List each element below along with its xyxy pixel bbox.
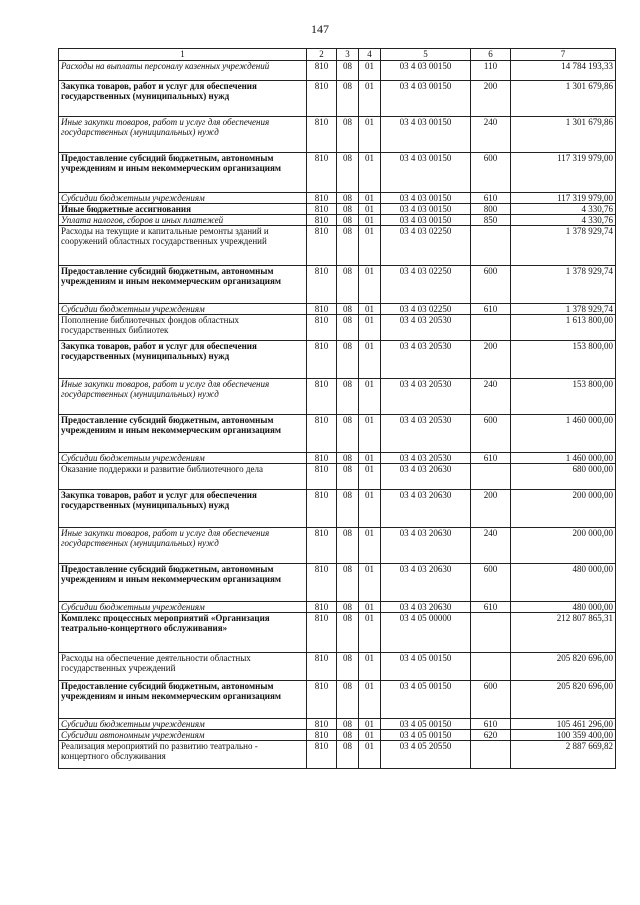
row-target-code-cell: 03 4 03 20630: [381, 564, 471, 602]
row-gov-code-cell: 810: [307, 215, 337, 226]
row-subsection-cell: 01: [359, 741, 381, 769]
row-name-cell: Комплекс процессных мероприятий «Организация театрально-концертного обслуживания»: [59, 613, 307, 653]
row-name-cell: Субсидии автономным учреждениям: [59, 730, 307, 741]
table-row: [59, 528, 616, 564]
row-amount-cell: 117 319 979,00: [511, 193, 616, 204]
row-section-cell: 08: [337, 215, 359, 226]
row-target-code-cell: 03 4 03 20630: [381, 528, 471, 564]
header-col-3: 3: [337, 49, 359, 61]
row-subsection-cell: 01: [359, 453, 381, 464]
row-expense-type-cell: 200: [471, 341, 511, 379]
row-subsection-cell: 01: [359, 117, 381, 153]
row-amount-cell: 105 461 296,00: [511, 719, 616, 730]
row-expense-type-cell: 110: [471, 61, 511, 81]
row-target-code-cell: 03 4 03 00150: [381, 153, 471, 193]
header-col-4: 4: [359, 49, 381, 61]
row-target-code-cell: 03 4 03 20530: [381, 379, 471, 415]
row-expense-type-cell: [471, 464, 511, 490]
row-target-code-cell: 03 4 03 00150: [381, 193, 471, 204]
row-section-cell: 08: [337, 464, 359, 490]
row-target-code-cell: 03 4 03 02250: [381, 226, 471, 266]
table-row: [59, 379, 616, 415]
row-gov-code-cell: 810: [307, 304, 337, 315]
row-subsection-cell: 01: [359, 602, 381, 613]
row-amount-cell: 1 301 679,86: [511, 117, 616, 153]
row-gov-code-cell: 810: [307, 564, 337, 602]
row-name-cell: Субсидии бюджетным учреждениям: [59, 193, 307, 204]
row-gov-code-cell: 810: [307, 415, 337, 453]
row-gov-code-cell: 810: [307, 117, 337, 153]
row-target-code-cell: 03 4 03 00150: [381, 61, 471, 81]
table-row: [59, 81, 616, 117]
row-name-cell: Иные бюджетные ассигнования: [59, 204, 307, 215]
row-amount-cell: 200 000,00: [511, 528, 616, 564]
row-gov-code-cell: 810: [307, 315, 337, 341]
row-name-cell: Уплата налогов, сборов и иных платежей: [59, 215, 307, 226]
row-amount-cell: 1 378 929,74: [511, 226, 616, 266]
row-subsection-cell: 01: [359, 490, 381, 528]
table-row: [59, 226, 616, 266]
row-section-cell: 08: [337, 193, 359, 204]
row-target-code-cell: 03 4 05 00150: [381, 681, 471, 719]
row-gov-code-cell: 810: [307, 653, 337, 681]
row-amount-cell: 480 000,00: [511, 564, 616, 602]
row-name-cell: Предоставление субсидий бюджетным, автономным учреждениям и иным некоммерческим организациям: [59, 681, 307, 719]
row-amount-cell: 117 319 979,00: [511, 153, 616, 193]
row-section-cell: 08: [337, 730, 359, 741]
row-expense-type-cell: [471, 741, 511, 769]
page-number: 147: [311, 22, 329, 36]
row-gov-code-cell: 810: [307, 453, 337, 464]
row-expense-type-cell: 600: [471, 266, 511, 304]
row-subsection-cell: 01: [359, 613, 381, 653]
row-target-code-cell: 03 4 03 00150: [381, 215, 471, 226]
row-name-cell: Субсидии бюджетным учреждениям: [59, 719, 307, 730]
budget-table: [58, 48, 616, 769]
row-subsection-cell: 01: [359, 81, 381, 117]
row-target-code-cell: 03 4 03 00150: [381, 117, 471, 153]
row-section-cell: 08: [337, 81, 359, 117]
row-name-cell: Закупка товаров, работ и услуг для обеспечения государственных (муниципальных) нужд: [59, 341, 307, 379]
row-target-code-cell: 03 4 03 20630: [381, 464, 471, 490]
table-row: [59, 266, 616, 304]
row-amount-cell: 205 820 696,00: [511, 653, 616, 681]
row-subsection-cell: 01: [359, 730, 381, 741]
row-name-cell: Расходы на выплаты персоналу казенных учреждений: [59, 61, 307, 81]
row-gov-code-cell: 810: [307, 681, 337, 719]
row-amount-cell: 4 330,76: [511, 215, 616, 226]
row-amount-cell: 153 800,00: [511, 379, 616, 415]
table-row: [59, 315, 616, 341]
row-gov-code-cell: 810: [307, 226, 337, 266]
row-gov-code-cell: 810: [307, 81, 337, 117]
row-gov-code-cell: 810: [307, 741, 337, 769]
row-subsection-cell: 01: [359, 464, 381, 490]
row-target-code-cell: 03 4 05 00150: [381, 730, 471, 741]
row-amount-cell: 4 330,76: [511, 204, 616, 215]
row-section-cell: 08: [337, 602, 359, 613]
row-gov-code-cell: 810: [307, 379, 337, 415]
table-row: [59, 204, 616, 215]
row-name-cell: Расходы на текущие и капитальные ремонты зданий и сооружений областных государственных учреждений: [59, 226, 307, 266]
row-name-cell: Субсидии бюджетным учреждениям: [59, 453, 307, 464]
row-section-cell: 08: [337, 153, 359, 193]
row-section-cell: 08: [337, 117, 359, 153]
row-expense-type-cell: [471, 613, 511, 653]
row-name-cell: Предоставление субсидий бюджетным, автономным учреждениям и иным некоммерческим организациям: [59, 415, 307, 453]
row-amount-cell: 1 301 679,86: [511, 81, 616, 117]
row-subsection-cell: 01: [359, 415, 381, 453]
row-name-cell: Реализация мероприятий по развитию театрально - концертного обслуживания: [59, 741, 307, 769]
row-name-cell: Расходы на обеспечение деятельности областных государственных учреждений: [59, 653, 307, 681]
row-gov-code-cell: 810: [307, 266, 337, 304]
row-expense-type-cell: 240: [471, 528, 511, 564]
row-subsection-cell: 01: [359, 653, 381, 681]
row-name-cell: Субсидии бюджетным учреждениям: [59, 304, 307, 315]
row-expense-type-cell: [471, 226, 511, 266]
row-target-code-cell: 03 4 05 00000: [381, 613, 471, 653]
row-section-cell: 08: [337, 741, 359, 769]
row-expense-type-cell: 800: [471, 204, 511, 215]
row-target-code-cell: 03 4 05 00150: [381, 653, 471, 681]
row-amount-cell: 153 800,00: [511, 341, 616, 379]
table-row: [59, 61, 616, 81]
table-body: [59, 61, 616, 769]
row-name-cell: Предоставление субсидий бюджетным, автономным учреждениям и иным некоммерческим организациям: [59, 153, 307, 193]
row-gov-code-cell: 810: [307, 153, 337, 193]
row-section-cell: 08: [337, 315, 359, 341]
row-target-code-cell: 03 4 03 20630: [381, 602, 471, 613]
header-col-2: 2: [307, 49, 337, 61]
row-gov-code-cell: 810: [307, 204, 337, 215]
row-section-cell: 08: [337, 226, 359, 266]
table-row: [59, 681, 616, 719]
row-expense-type-cell: 850: [471, 215, 511, 226]
row-section-cell: 08: [337, 266, 359, 304]
row-section-cell: 08: [337, 490, 359, 528]
row-section-cell: 08: [337, 613, 359, 653]
row-section-cell: 08: [337, 204, 359, 215]
header-col-5: 5: [381, 49, 471, 61]
row-section-cell: 08: [337, 528, 359, 564]
row-section-cell: 08: [337, 681, 359, 719]
header-col-6: 6: [471, 49, 511, 61]
table-row: [59, 730, 616, 741]
table-row: [59, 453, 616, 464]
row-amount-cell: 1 460 000,00: [511, 415, 616, 453]
row-section-cell: 08: [337, 304, 359, 315]
row-subsection-cell: 01: [359, 528, 381, 564]
row-expense-type-cell: [471, 653, 511, 681]
row-expense-type-cell: 240: [471, 117, 511, 153]
row-expense-type-cell: 600: [471, 681, 511, 719]
row-subsection-cell: 01: [359, 153, 381, 193]
row-expense-type-cell: 620: [471, 730, 511, 741]
row-subsection-cell: 01: [359, 215, 381, 226]
row-subsection-cell: 01: [359, 193, 381, 204]
row-name-cell: Иные закупки товаров, работ и услуг для обеспечения государственных (муниципальных) нужд: [59, 379, 307, 415]
row-expense-type-cell: 240: [471, 379, 511, 415]
row-section-cell: 08: [337, 341, 359, 379]
row-expense-type-cell: 600: [471, 415, 511, 453]
row-expense-type-cell: 610: [471, 453, 511, 464]
row-expense-type-cell: 610: [471, 304, 511, 315]
row-name-cell: Иные закупки товаров, работ и услуг для обеспечения государственных (муниципальных) нужд: [59, 528, 307, 564]
table-row: [59, 215, 616, 226]
table-row: [59, 464, 616, 490]
row-amount-cell: 680 000,00: [511, 464, 616, 490]
row-target-code-cell: 03 4 03 02250: [381, 304, 471, 315]
row-amount-cell: 100 359 400,00: [511, 730, 616, 741]
row-target-code-cell: 03 4 03 20630: [381, 490, 471, 528]
row-amount-cell: 14 784 193,33: [511, 61, 616, 81]
row-subsection-cell: 01: [359, 341, 381, 379]
row-subsection-cell: 01: [359, 719, 381, 730]
row-amount-cell: 1 613 800,00: [511, 315, 616, 341]
row-gov-code-cell: 810: [307, 490, 337, 528]
row-amount-cell: 212 807 865,31: [511, 613, 616, 653]
row-gov-code-cell: 810: [307, 61, 337, 81]
row-name-cell: Иные закупки товаров, работ и услуг для обеспечения государственных (муниципальных) нужд: [59, 117, 307, 153]
row-amount-cell: 1 378 929,74: [511, 304, 616, 315]
row-subsection-cell: 01: [359, 315, 381, 341]
row-expense-type-cell: [471, 315, 511, 341]
row-expense-type-cell: 200: [471, 490, 511, 528]
row-subsection-cell: 01: [359, 379, 381, 415]
row-gov-code-cell: 810: [307, 719, 337, 730]
table-row: [59, 564, 616, 602]
table-row: [59, 490, 616, 528]
row-name-cell: Закупка товаров, работ и услуг для обеспечения государственных (муниципальных) нужд: [59, 81, 307, 117]
row-gov-code-cell: 810: [307, 341, 337, 379]
table-row: [59, 653, 616, 681]
row-target-code-cell: 03 4 05 00150: [381, 719, 471, 730]
row-section-cell: 08: [337, 453, 359, 464]
row-amount-cell: 480 000,00: [511, 602, 616, 613]
row-name-cell: Оказание поддержки и развитие библиотечного дела: [59, 464, 307, 490]
table-row: [59, 304, 616, 315]
row-target-code-cell: 03 4 03 20530: [381, 341, 471, 379]
row-expense-type-cell: 610: [471, 193, 511, 204]
row-section-cell: 08: [337, 379, 359, 415]
row-expense-type-cell: 600: [471, 564, 511, 602]
row-gov-code-cell: 810: [307, 730, 337, 741]
header-col-1: 1: [59, 49, 307, 61]
row-target-code-cell: 03 4 03 00150: [381, 81, 471, 117]
row-name-cell: Предоставление субсидий бюджетным, автономным учреждениям и иным некоммерческим организациям: [59, 564, 307, 602]
row-name-cell: Пополнение библиотечных фондов областных государственных библиотек: [59, 315, 307, 341]
row-subsection-cell: 01: [359, 681, 381, 719]
row-target-code-cell: 03 4 05 20550: [381, 741, 471, 769]
row-gov-code-cell: 810: [307, 602, 337, 613]
table-row: [59, 719, 616, 730]
row-gov-code-cell: 810: [307, 464, 337, 490]
row-subsection-cell: 01: [359, 304, 381, 315]
row-subsection-cell: 01: [359, 61, 381, 81]
row-target-code-cell: 03 4 03 20530: [381, 415, 471, 453]
row-name-cell: Предоставление субсидий бюджетным, автономным учреждениям и иным некоммерческим организациям: [59, 266, 307, 304]
table-row: [59, 415, 616, 453]
row-section-cell: 08: [337, 564, 359, 602]
table-row: [59, 613, 616, 653]
table-row: [59, 153, 616, 193]
row-amount-cell: 205 820 696,00: [511, 681, 616, 719]
row-subsection-cell: 01: [359, 226, 381, 266]
row-expense-type-cell: 200: [471, 81, 511, 117]
row-amount-cell: 1 460 000,00: [511, 453, 616, 464]
row-gov-code-cell: 810: [307, 528, 337, 564]
row-gov-code-cell: 810: [307, 193, 337, 204]
row-name-cell: Субсидии бюджетным учреждениям: [59, 602, 307, 613]
row-target-code-cell: 03 4 03 20530: [381, 315, 471, 341]
table-header-row: [59, 49, 616, 61]
row-target-code-cell: 03 4 03 02250: [381, 266, 471, 304]
header-col-7: 7: [511, 49, 616, 61]
row-amount-cell: 1 378 929,74: [511, 266, 616, 304]
row-target-code-cell: 03 4 03 00150: [381, 204, 471, 215]
row-subsection-cell: 01: [359, 204, 381, 215]
table-row: [59, 741, 616, 769]
row-section-cell: 08: [337, 415, 359, 453]
row-amount-cell: 200 000,00: [511, 490, 616, 528]
row-gov-code-cell: 810: [307, 613, 337, 653]
table-row: [59, 117, 616, 153]
row-section-cell: 08: [337, 61, 359, 81]
row-target-code-cell: 03 4 03 20530: [381, 453, 471, 464]
row-amount-cell: 2 887 669,82: [511, 741, 616, 769]
row-section-cell: 08: [337, 653, 359, 681]
row-name-cell: Закупка товаров, работ и услуг для обеспечения государственных (муниципальных) нужд: [59, 490, 307, 528]
row-subsection-cell: 01: [359, 266, 381, 304]
row-expense-type-cell: 600: [471, 153, 511, 193]
table-row: [59, 602, 616, 613]
table-row: [59, 341, 616, 379]
row-expense-type-cell: 610: [471, 719, 511, 730]
row-section-cell: 08: [337, 719, 359, 730]
row-subsection-cell: 01: [359, 564, 381, 602]
row-expense-type-cell: 610: [471, 602, 511, 613]
table-row: [59, 193, 616, 204]
